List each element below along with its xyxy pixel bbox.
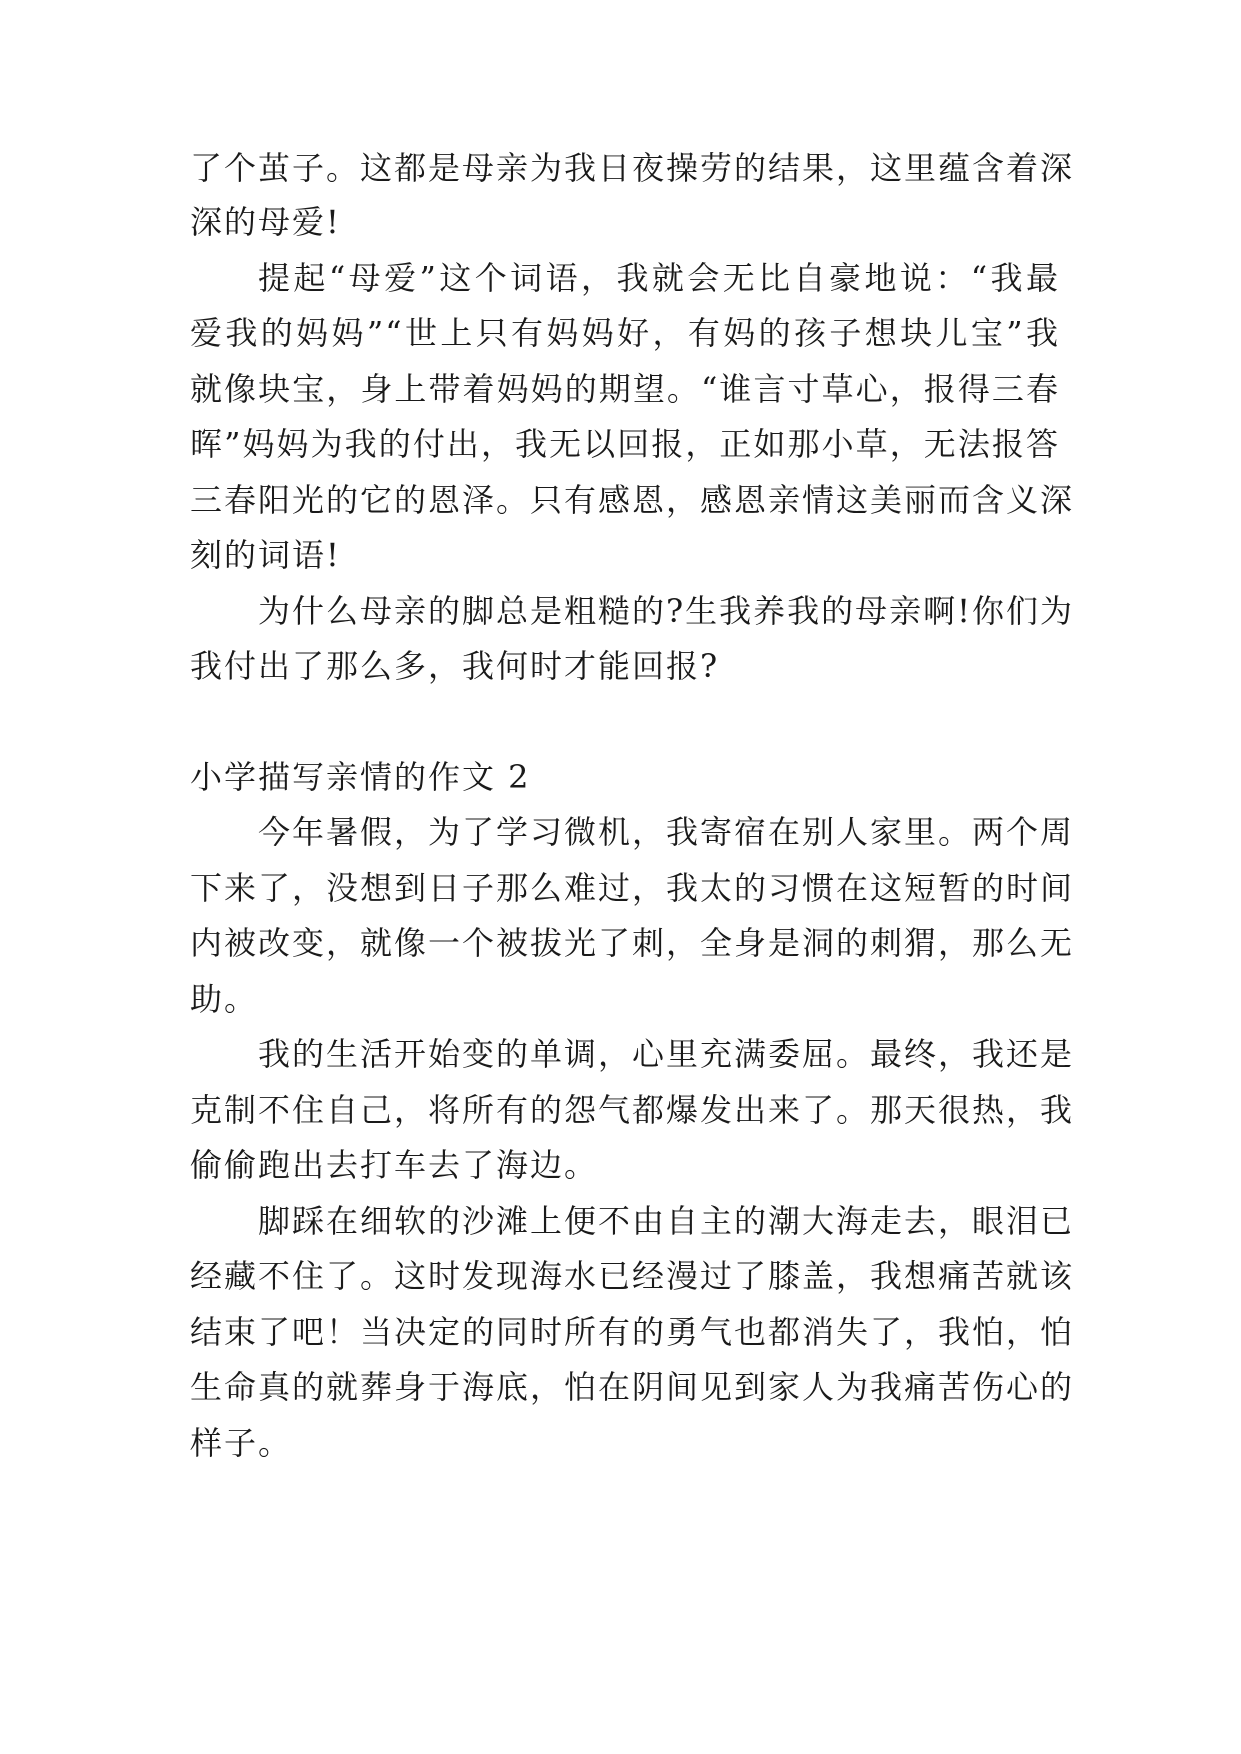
paragraph-line: 今年暑假，为了学习微机，我寄宿在别人家里。两个周 xyxy=(258,813,1075,851)
paragraph-line: 爱我的妈妈”“世上只有妈妈好，有妈的孩子想块儿宝”我 xyxy=(190,314,1060,352)
paragraph-line: 脚踩在细软的沙滩上便不由自主的潮大海走去，眼泪已 xyxy=(258,1202,1075,1240)
paragraph-line: 样子。 xyxy=(190,1424,293,1462)
paragraph-line: 助。 xyxy=(190,980,259,1018)
paragraph-line: 偷偷跑出去打车去了海边。 xyxy=(190,1146,599,1184)
paragraph-line: 克制不住自己，将所有的怨气都爆发出来了。那天很热，我 xyxy=(190,1091,1075,1129)
paragraph-line: 提起“母爱”这个词语，我就会无比自豪地说：“我最 xyxy=(258,259,1060,297)
paragraph-line: 为什么母亲的脚总是粗糙的?生我养我的母亲啊!你们为 xyxy=(258,592,1075,630)
paragraph-line: 晖”妈妈为我的付出，我无以回报，正如那小草，无法报答 xyxy=(190,425,1060,463)
paragraph-line: 结束了吧！当决定的同时所有的勇气也都消失了，我怕，怕 xyxy=(190,1313,1075,1351)
paragraph-line: 就像块宝，身上带着妈妈的期望。“谁言寸草心，报得三春 xyxy=(190,370,1060,408)
paragraph-line: 下来了，没想到日子那么难过，我太的习惯在这短暂的时间 xyxy=(190,869,1075,907)
paragraph-line: 经藏不住了。这时发现海水已经漫过了膝盖，我想痛苦就该 xyxy=(190,1257,1075,1295)
paragraph-line: 内被改变，就像一个被拔光了刺，全身是洞的刺猬，那么无 xyxy=(190,924,1075,962)
paragraph-line: 我的生活开始变的单调，心里充满委屈。最终，我还是 xyxy=(258,1035,1075,1073)
paragraph-line: 三春阳光的它的恩泽。只有感恩，感恩亲情这美丽而含义深 xyxy=(190,481,1075,519)
paragraph-line: 了个茧子。这都是母亲为我日夜操劳的结果，这里蕴含着深 xyxy=(190,149,1075,187)
paragraph-line: 深的母爱! xyxy=(190,203,341,241)
paragraph-line: 我付出了那么多，我何时才能回报? xyxy=(190,647,720,685)
section-heading: 小学描写亲情的作文 2 xyxy=(190,758,531,796)
paragraph-line: 生命真的就葬身于海底，怕在阴间见到家人为我痛苦伤心的 xyxy=(190,1368,1075,1406)
paragraph-line: 刻的词语! xyxy=(190,536,341,574)
